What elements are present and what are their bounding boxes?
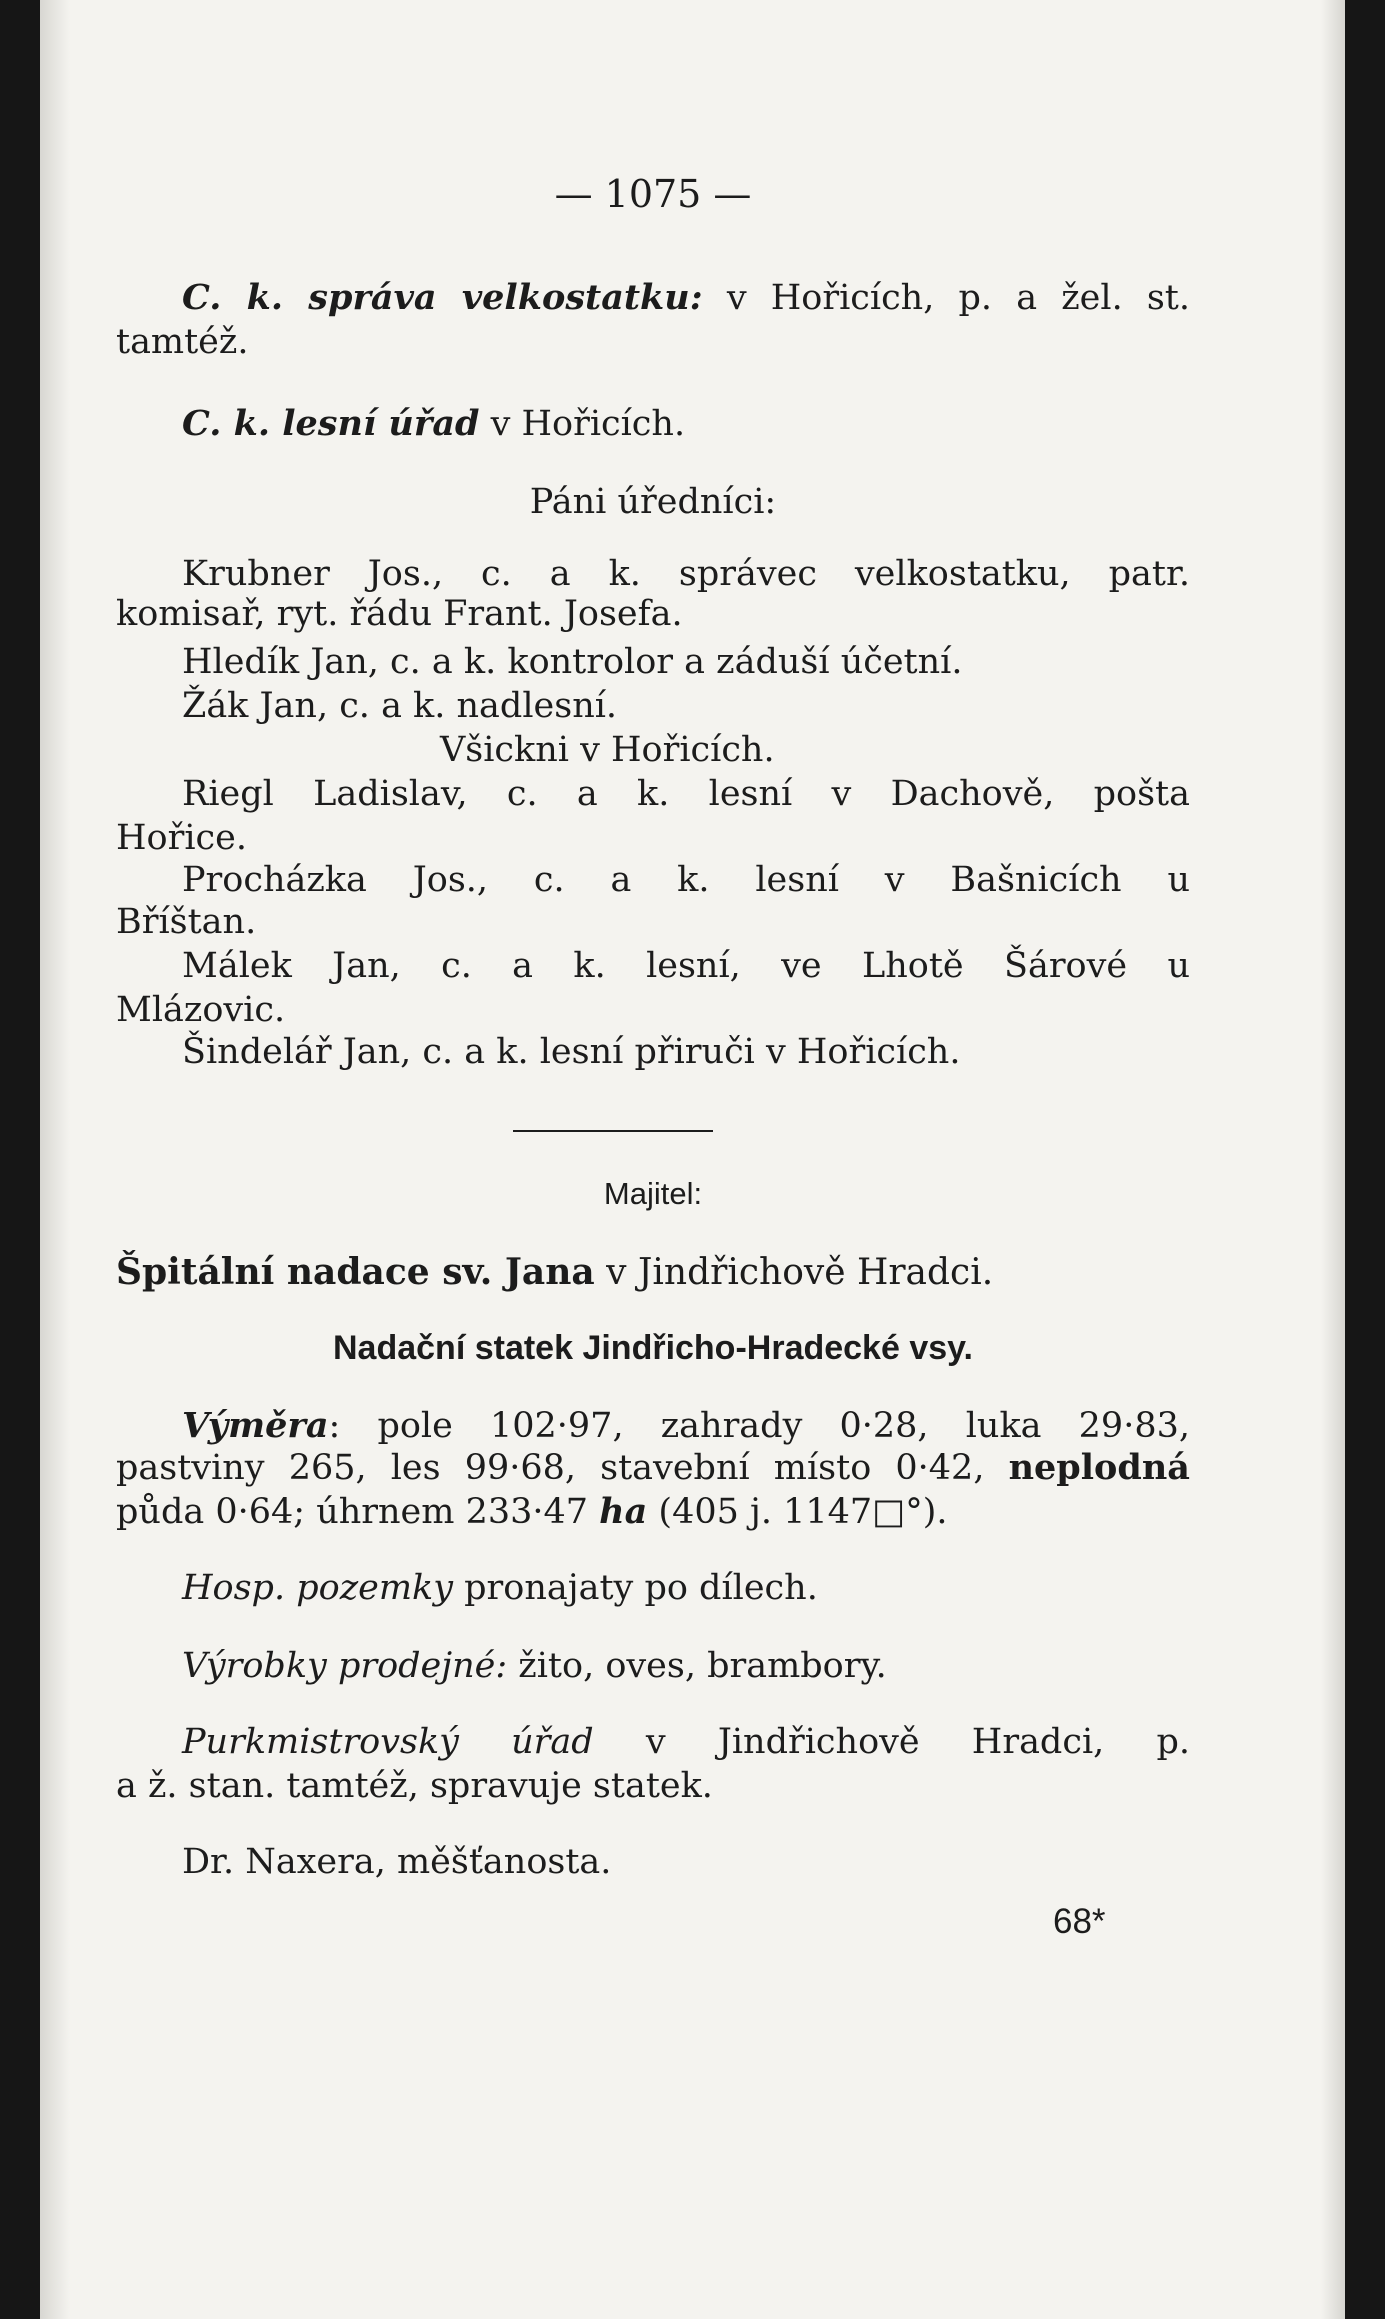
area-total-extra: (405 j. 1147□°). bbox=[647, 1492, 948, 1532]
official-krubner-1: Krubner Jos., c. a k. správec velkostatku, patr. bbox=[182, 554, 1190, 594]
area-barren-label: neplodná bbox=[1008, 1447, 1190, 1488]
official-sindelar: Šindelář Jan, c. a k. lesní přiruči v Hořicích. bbox=[182, 1032, 961, 1072]
page-number: — 1075 — bbox=[554, 172, 752, 216]
forest-office-location: v Hořicích. bbox=[479, 404, 686, 444]
admin-label: C. k. správa velkostatku: bbox=[182, 277, 703, 318]
page-edge-shadow-left bbox=[40, 0, 70, 2319]
estate-title: Nadační statek Jindřicho-Hradecké vsy. bbox=[333, 1329, 973, 1367]
page-edge-shadow-right bbox=[1321, 0, 1345, 2319]
mayor-office-location: v Jindřichově Hradci, p. bbox=[593, 1722, 1190, 1762]
official-prochazka-2: Bříštan. bbox=[116, 902, 257, 942]
signature-mark: 68* bbox=[1053, 1902, 1106, 1941]
official-hledik: Hledík Jan, c. a k. kontrolor a záduší účetní. bbox=[182, 642, 963, 682]
section-divider bbox=[513, 1130, 713, 1132]
area-total: půda 0·64; úhrnem 233·47 bbox=[116, 1492, 600, 1532]
mayor-office-line-2: a ž. stan. tamtéž, spravuje statek. bbox=[116, 1766, 713, 1806]
owner-label: Majitel: bbox=[603, 1176, 703, 1211]
book-page bbox=[40, 0, 1345, 2319]
official-riegl-1: Riegl Ladislav, c. a k. lesní v Dachově, pošta bbox=[182, 774, 1190, 814]
forest-office-line bbox=[182, 402, 685, 446]
area-line-2 bbox=[116, 1446, 1190, 1490]
products-line bbox=[182, 1644, 887, 1688]
officials-location-note: Všickni v Hořicích. bbox=[440, 730, 775, 770]
mayor-office-line-1 bbox=[182, 1720, 1190, 1764]
admin-line-1 bbox=[182, 276, 1190, 320]
owner-location: v Jindřichově Hradci. bbox=[594, 1252, 994, 1293]
leasing-label: Hosp. pozemky bbox=[182, 1568, 454, 1608]
leasing-line bbox=[182, 1566, 818, 1610]
official-riegl-2: Hořice. bbox=[116, 818, 247, 858]
admin-location: v Hořicích, p. a žel. st. bbox=[702, 278, 1191, 318]
area-line-3 bbox=[116, 1490, 948, 1534]
area-line-1 bbox=[182, 1404, 1190, 1448]
area-label: Výměra bbox=[182, 1405, 329, 1446]
official-prochazka-1: Procházka Jos., c. a k. lesní v Bašnicích u bbox=[182, 860, 1190, 900]
mayor-line: Dr. Naxera, měšťanosta. bbox=[182, 1842, 612, 1882]
area-values-2: pastviny 265, les 99·68, stavební místo 0·42, bbox=[116, 1448, 1009, 1488]
leasing-text: pronajaty po dílech. bbox=[453, 1568, 818, 1608]
admin-line-2: tamtéž. bbox=[116, 322, 249, 362]
products-label: Výrobky prodejné: bbox=[182, 1646, 508, 1686]
mayor-office-label: Purkmistrovský úřad bbox=[182, 1722, 594, 1762]
owner-name: Špitální nadace sv. Jana bbox=[116, 1251, 595, 1293]
official-zak: Žák Jan, c. a k. nadlesní. bbox=[182, 686, 618, 726]
owner-line bbox=[116, 1250, 993, 1295]
official-malek-2: Mlázovic. bbox=[116, 990, 286, 1030]
official-malek-1: Málek Jan, c. a k. lesní, ve Lhotě Šárové u bbox=[182, 946, 1190, 986]
officials-heading: Páni úředníci: bbox=[529, 482, 777, 522]
area-unit: ha bbox=[599, 1491, 648, 1532]
forest-office-label: C. k. lesní úřad bbox=[182, 403, 480, 444]
area-values-1: : pole 102·97, zahrady 0·28, luka 29·83, bbox=[328, 1406, 1190, 1446]
products-text: žito, oves, brambory. bbox=[507, 1646, 887, 1686]
official-krubner-2: komisař, ryt. řádu Frant. Josefa. bbox=[116, 594, 683, 634]
